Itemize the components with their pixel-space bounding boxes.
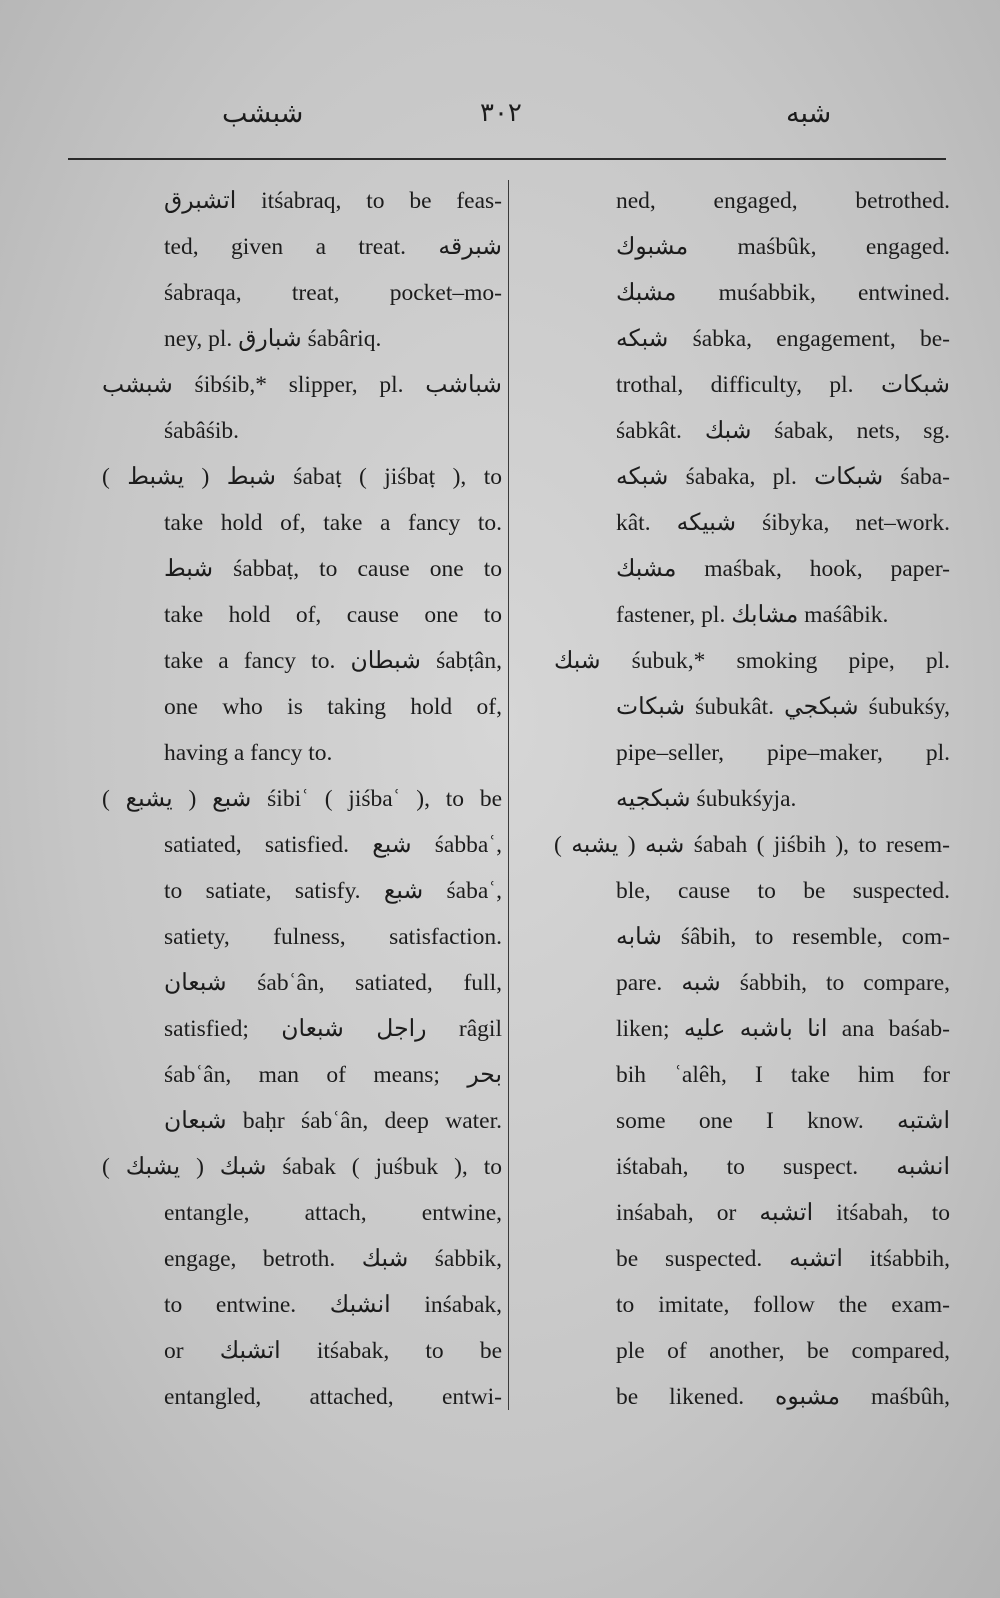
entry-line: to entwine. انشبك inśabak, xyxy=(164,1292,502,1318)
entry-line: اتشبرق itśabraq, to be feas- xyxy=(164,188,502,214)
entry-line: ple of another, be compared, xyxy=(616,1338,950,1364)
entry-line: engage, betroth. شبك śabbik, xyxy=(164,1246,502,1272)
entry-line: ney, pl. شبارق śabâriq. xyxy=(164,326,382,352)
entry-line: liken; انا باشبه عليه ana baśab- xyxy=(616,1016,950,1042)
entry-line: pipe–seller, pipe–maker, pl. xyxy=(616,740,950,766)
entry-line: شبط śabbaṭ, to cause one to xyxy=(164,556,502,582)
entry-line: ned, engaged, betrothed. xyxy=(616,188,950,214)
column-divider xyxy=(508,180,509,1410)
entry-line: satisfied; راجل شبعان râgil xyxy=(164,1016,502,1042)
entry-line: شبط ( يشبط ) śabaṭ ( jiśbaṭ ), to xyxy=(102,464,502,490)
entry-line: to imitate, follow the exam- xyxy=(616,1292,950,1318)
entry-line: مشبك maśbak, hook, paper- xyxy=(616,556,950,582)
entry-line: ted, given a treat. شبرقه xyxy=(164,234,502,260)
entry-line: having a fancy to. xyxy=(164,740,333,766)
entry-line: śabraqa, treat, pocket–mo- xyxy=(164,280,502,306)
entry-line: entangled, attached, entwi- xyxy=(164,1384,502,1410)
entry-line: fastener, pl. مشابك maśâbik. xyxy=(616,602,889,628)
entry-line: śabkât. شبك śabak, nets, sg. xyxy=(616,418,950,444)
right-column xyxy=(554,178,950,1420)
entry-line: مشبك muśabbik, entwined. xyxy=(616,280,950,306)
entry-line: entangle, attach, entwine, xyxy=(164,1200,502,1226)
entry-line: be likened. مشبوه maśbûh, xyxy=(616,1384,950,1410)
entry-line: شبشب śibśib,* slipper, pl. شباشب xyxy=(102,372,502,398)
entry-line: شبعان śabʿân, satiated, full, xyxy=(164,970,502,996)
entry-line: śabâśib. xyxy=(164,418,240,444)
entry-line: مشبوك maśbûk, engaged. xyxy=(616,234,950,260)
entry-line: شبكات śubukât. شبكجي śubukśy, xyxy=(616,694,950,720)
running-head-left: شبشب xyxy=(222,98,304,129)
header-rule xyxy=(68,158,946,160)
entry-line: take hold of, cause one to xyxy=(164,602,502,628)
entry-line: iśtabah, to suspect. انشبه xyxy=(616,1154,950,1180)
entry-line: bih ʿalêh, I take him for xyxy=(616,1062,950,1088)
entry-line: شبك ( يشبك ) śabak ( juśbuk ), to xyxy=(102,1154,502,1180)
entry-line: شبكه śabaka, pl. شبكات śaba- xyxy=(616,464,950,490)
entry-line: شبه ( يشبه ) śabah ( jiśbih ), to resem- xyxy=(554,832,950,858)
left-column xyxy=(102,178,502,1420)
entry-line: take hold of, take a fancy to. xyxy=(164,510,502,536)
entry-line: شابه śâbih, to resemble, com- xyxy=(616,924,950,950)
entry-line: or اتشبك itśabak, to be xyxy=(164,1338,502,1364)
entry-line: satiated, satisfied. شبع śabbaʿ, xyxy=(164,832,502,858)
running-head-right: شبه xyxy=(786,98,832,129)
entry-line: شبع ( يشبع ) śibiʿ ( jiśbaʿ ), to be xyxy=(102,786,502,812)
entry-line: to satiate, satisfy. شبع śabaʿ, xyxy=(164,878,502,904)
entry-line: شبعان baḥr śabʿân, deep water. xyxy=(164,1108,502,1134)
entry-line: شبكه śabka, engagement, be- xyxy=(616,326,950,352)
entry-line: inśabah, or اتشبه itśabah, to xyxy=(616,1200,950,1226)
entry-line: pare. شبه śabbih, to compare, xyxy=(616,970,950,996)
entry-line: شبك śubuk,* smoking pipe, pl. xyxy=(554,648,950,674)
entry-line: take a fancy to. شبطان śabṭân, xyxy=(164,648,502,674)
entry-line: شبكجيه śubukśyja. xyxy=(616,786,797,812)
entry-line: trothal, difficulty, pl. شبكات xyxy=(616,372,950,398)
entry-line: be suspected. اتشبه itśabbih, xyxy=(616,1246,950,1272)
entry-line: ble, cause to be suspected. xyxy=(616,878,950,904)
entry-line: kât. شبيكه śibyka, net–work. xyxy=(616,510,950,536)
entry-line: some one I know. اشتبه xyxy=(616,1108,950,1134)
entry-line: satiety, fulness, satisfaction. xyxy=(164,924,502,950)
page-number: ٣٠٢ xyxy=(480,98,522,128)
entry-line: one who is taking hold of, xyxy=(164,694,502,720)
entry-line: śabʿân, man of means; بحر xyxy=(164,1062,502,1088)
